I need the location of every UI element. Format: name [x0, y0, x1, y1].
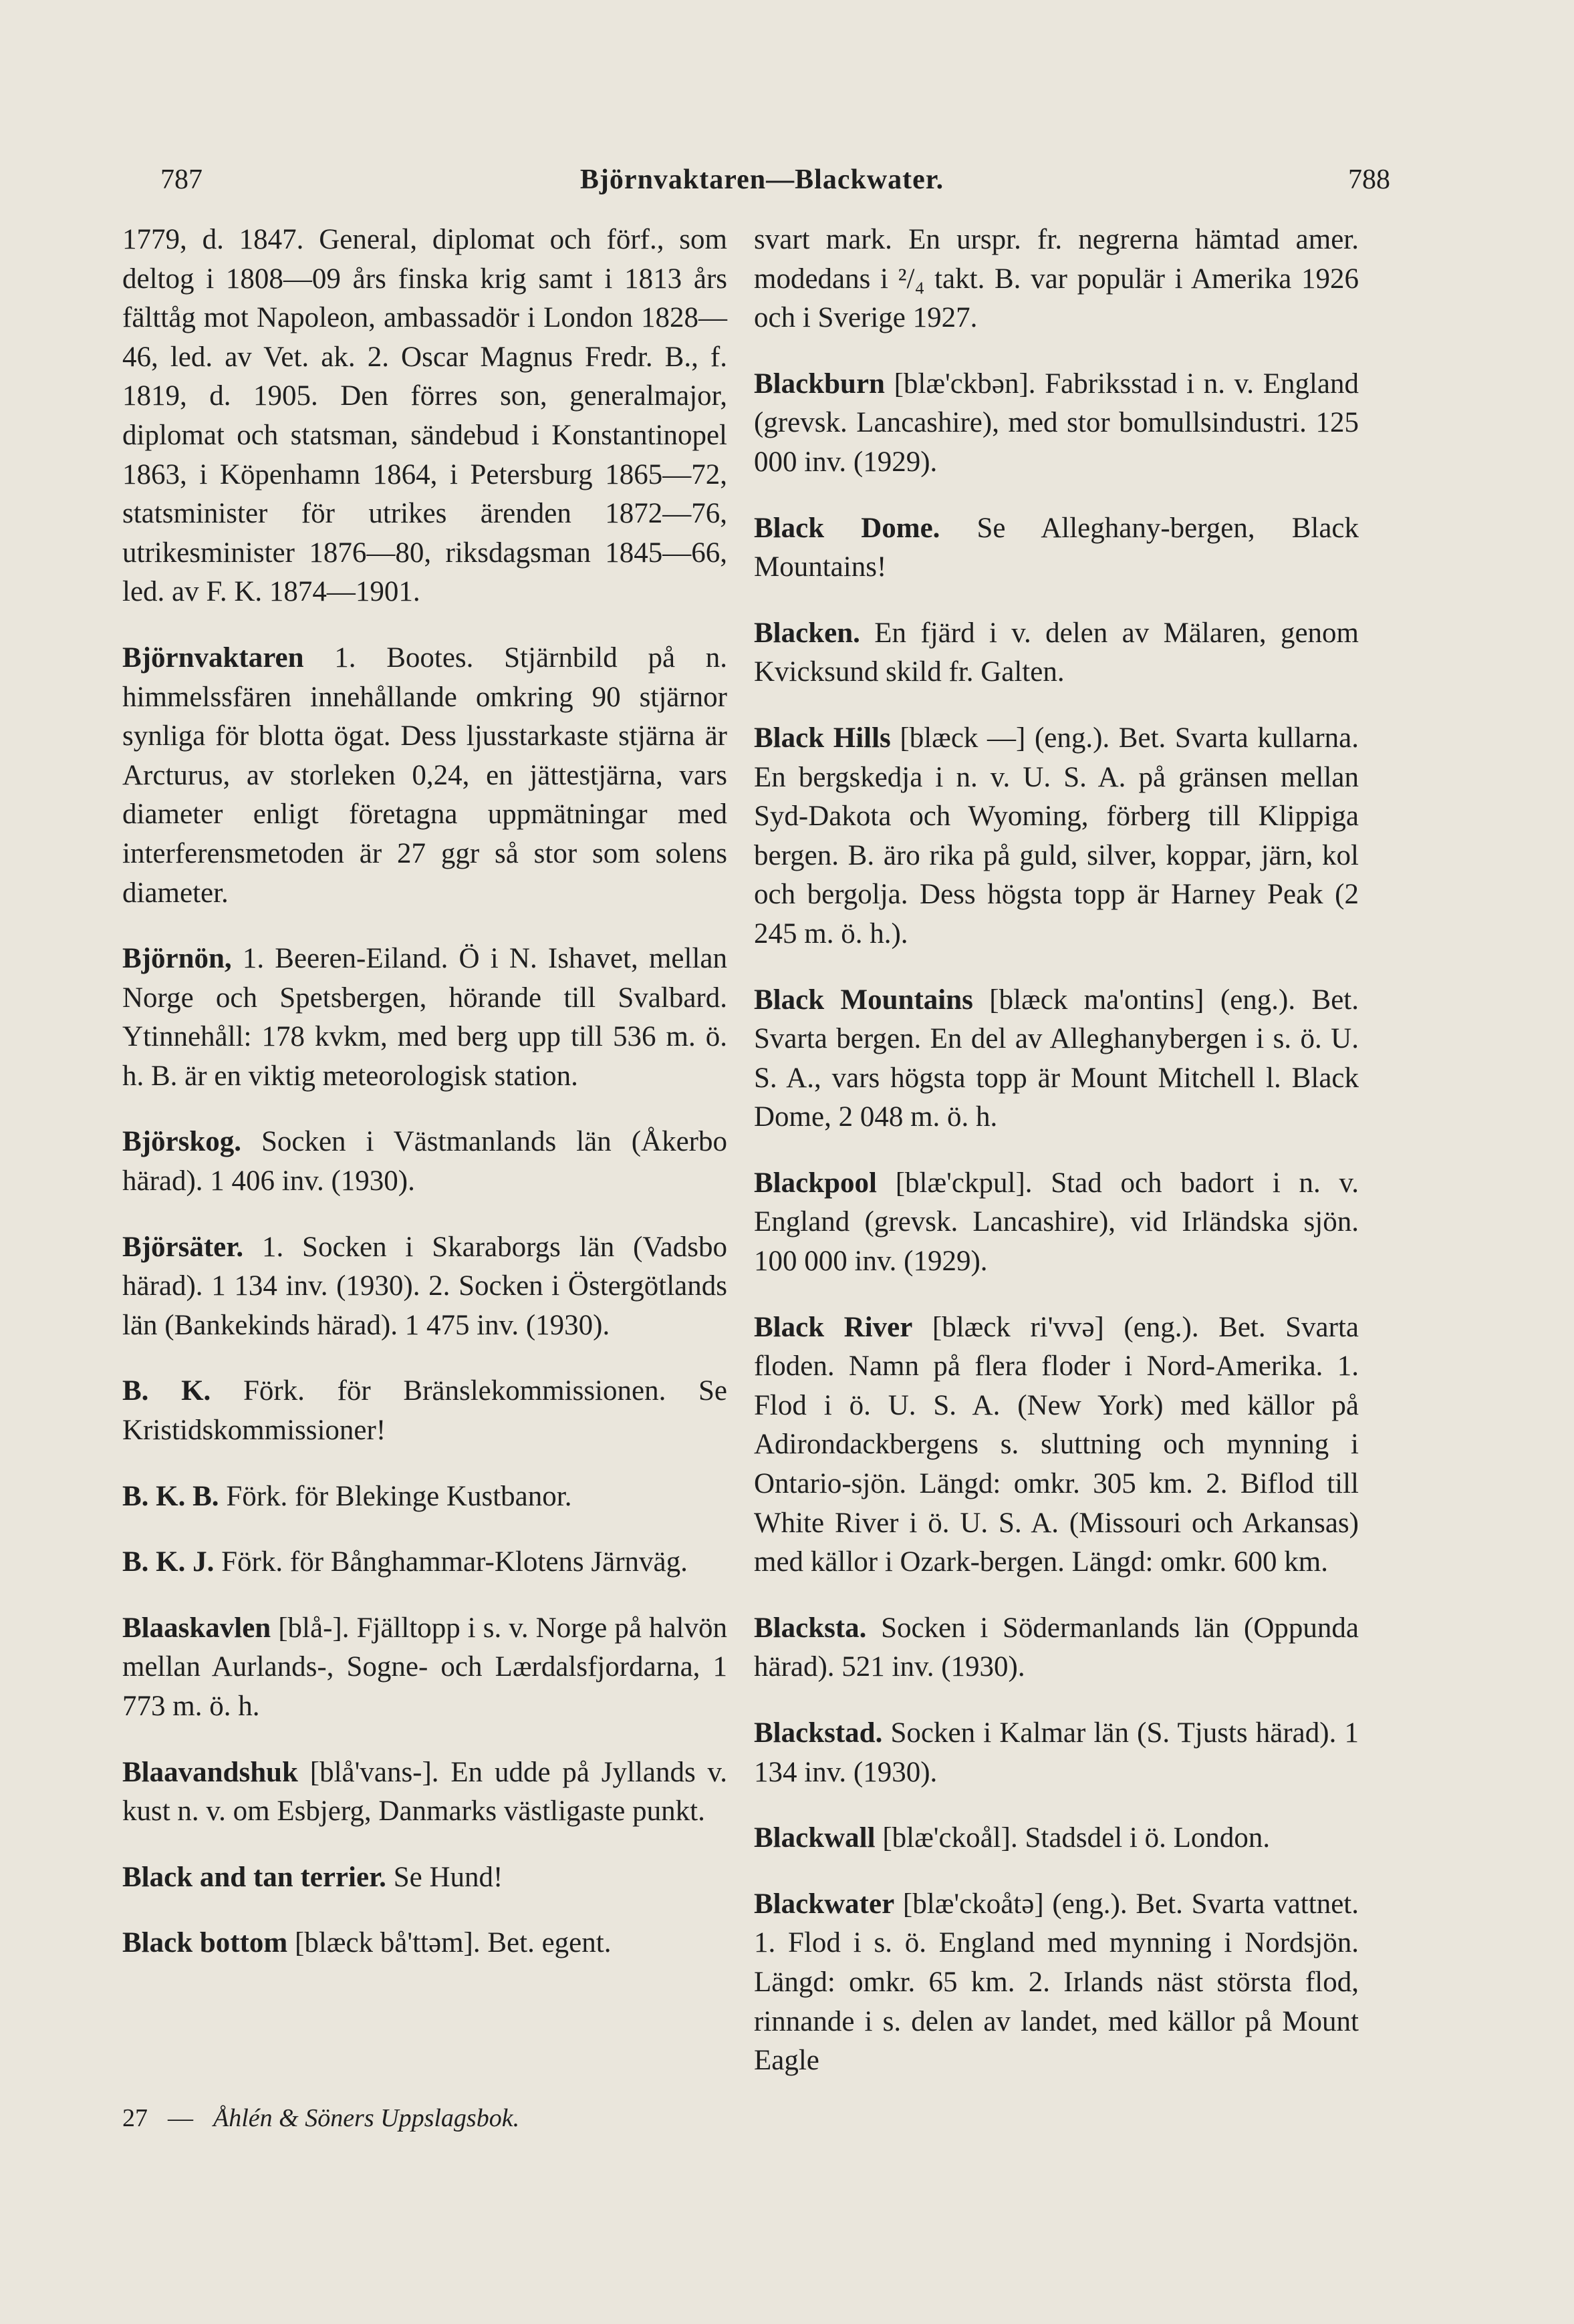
dictionary-entry	[122, 1372, 727, 1450]
entry-headword: Blacksta.	[754, 1612, 867, 1644]
dictionary-entry	[754, 981, 1359, 1137]
entry-text: [blæ'ckpul]. Stad och badort i n. v. England (grevsk. Lancashire), vid Irländska sjön. 100 000 inv. (1929).	[754, 1167, 1359, 1278]
entry-text: [blæ'ckoål]. Stadsdel i ö. London.	[875, 1822, 1271, 1854]
dictionary-entry	[122, 1123, 727, 1201]
entry-text: 1779, d. 1847. General, diplomat och förf., som deltog i 1808—09 års finska krig samt i 1813 års fälttåg mot Napoleon, ambassadör i London 1828—46, led. av Vet. ak. 2. Oscar Magnus Fredr. B., f. 1819, d. 1905. Den förres son, generalmajor, diplomat och statsman, sändebud i Konstantinopel 1863, i Köpenhamn 1864, i Petersburg 1865—72, statsminister för utrikes ärenden 1872—76, utrikesminister 1876—80, riksdagsman 1845—66, led. av F. K. 1874—1901.	[122, 224, 727, 608]
entry-headword: Black Dome.	[754, 512, 940, 544]
signature-mark: 27	[122, 2104, 148, 2132]
dictionary-entry	[122, 1543, 727, 1582]
entry-headword: B. K. J.	[122, 1546, 215, 1578]
entry-text: [blæck bå'ttəm]. Bet. egent.	[287, 1927, 612, 1959]
dictionary-entry	[122, 939, 727, 1096]
entry-text: [blæck ma'ontins] (eng.). Bet. Svarta bergen. En del av Alleghanybergen i s. ö. U. S. A., vars högsta topp är Mount Mitchell l. Black Dome, 2 048 m. ö. h.	[754, 984, 1359, 1133]
dictionary-entry	[122, 1609, 727, 1727]
entry-headword: Black and tan terrier.	[122, 1861, 386, 1893]
entry-headword: Björnvaktaren	[122, 641, 304, 674]
dictionary-entry	[754, 1164, 1359, 1282]
entry-headword: Black Hills	[754, 722, 891, 754]
page-header	[134, 164, 1390, 210]
dictionary-entry	[754, 365, 1359, 482]
entry-text: 1. Bootes. Stjärnbild på n. himmelssfären innehållande omkring 90 stjärnor synliga för blotta ögat. Dess ljusstarkaste stjärna är Arcturus, av storleken 0,24, en jättestjärna, vars diameter enligt företagna uppmätningar med interferensmetoden är 27 ggr så stor som solens diameter.	[122, 641, 727, 909]
entry-text: Förk. för Blekinge Kustbanor.	[219, 1480, 572, 1512]
left-column	[122, 221, 727, 1990]
dictionary-entry	[754, 509, 1359, 587]
publication-title: Åhlén & Söners Uppslagsbok.	[213, 2104, 520, 2132]
dictionary-entry	[122, 1753, 727, 1832]
dictionary-entry	[122, 221, 727, 612]
entry-text: [blæ'ckoåtə] (eng.). Bet. Svarta vattnet. 1. Flod i s. ö. England med mynning i Nordsjön. Längd: omkr. 65 km. 2. Irlands näst största flod, rinnande i s. delen av landet, med källor på Mount Eagle	[754, 1888, 1359, 2077]
entry-headword: Björsäter.	[122, 1231, 244, 1263]
dictionary-entry	[754, 1609, 1359, 1687]
entry-text: [blå'vans-]. En udde på Jyllands v. kust n. v. om Esbjerg, Danmarks västligaste punkt.	[122, 1756, 727, 1828]
entry-headword: Björnön,	[122, 943, 232, 975]
entry-text: Socken i Västmanlands län (Åkerbo härad). 1 406 inv. (1930).	[122, 1126, 727, 1197]
entry-text: [blæck —] (eng.). Bet. Svarta kullarna. En bergskedja i n. v. U. S. A. på gränsen mellan Syd-Dakota och Wyoming, förberg till Klippiga bergen. B. äro rika på guld, silver, koppar, järn, kol och bergolja. Dess högsta topp är Harney Peak (2 245 m. ö. h.).	[754, 722, 1359, 950]
right-column	[754, 221, 1359, 2108]
dictionary-entry	[754, 1885, 1359, 2081]
entry-headword: Black bottom	[122, 1927, 288, 1959]
dictionary-entry	[754, 221, 1359, 338]
footer-dash: —	[168, 2104, 193, 2132]
entry-text: [blæck ri'vvə] (eng.). Bet. Svarta floden. Namn på flera floder i Nord-Amerika. 1. Flod i ö. U. S. A. (New York) med källor på Adirondackbergens s. sluttning och mynning i Ontario-sjön. Längd: omkr. 305 km. 2. Biflod till White River i ö. U. S. A. (Missouri och Arkansas) med källor i Ozark-bergen. Längd: omkr. 600 km.	[754, 1311, 1359, 1578]
entry-text: [blæ'ckbən]. Fabriksstad i n. v. England (grevsk. Lancashire), med stor bomullsindustri. 125 000 inv. (1929).	[754, 368, 1359, 478]
entry-headword: Black Mountains	[754, 984, 973, 1016]
dictionary-entry	[754, 719, 1359, 954]
entry-text: 1. Socken i Skaraborgs län (Vadsbo härad). 1 134 inv. (1930). 2. Socken i Östergötlands län (Bankekinds härad). 1 475 inv. (1930).	[122, 1231, 727, 1341]
entry-text: Socken i Södermanlands län (Oppunda härad). 521 inv. (1930).	[754, 1612, 1359, 1683]
entry-headword: Blaavandshuk	[122, 1756, 298, 1788]
entry-headword: Blackpool	[754, 1167, 877, 1199]
page-number-left: 787	[160, 164, 203, 195]
entry-text: Se Hund!	[386, 1861, 503, 1893]
entry-headword: Black River	[754, 1311, 913, 1343]
page-number-right: 788	[1348, 164, 1390, 195]
entry-text: Förk. för Bånghammar-Klotens Järnväg.	[214, 1546, 688, 1578]
entry-text: Socken i Kalmar län (S. Tjusts härad). 1 134 inv. (1930).	[754, 1717, 1359, 1788]
dictionary-entry	[122, 639, 727, 913]
dictionary-entry	[122, 1924, 727, 1963]
entry-headword: Blackwall	[754, 1822, 876, 1854]
entry-headword: B. K.	[122, 1375, 211, 1407]
entry-text: Förk. för Bränslekommissionen. Se Kristidskommissioner!	[122, 1375, 727, 1447]
entry-headword: Björskog.	[122, 1126, 241, 1158]
dictionary-entry	[122, 1858, 727, 1898]
entry-text: Se Alleghany-bergen, Black Mountains!	[754, 512, 1359, 583]
entry-text: 1. Beeren-Eiland. Ö i N. Ishavet, mellan Norge och Spetsbergen, hörande till Svalbard. Ytinnehåll: 178 kvkm, med berg upp till 536 m. ö. h. B. är en viktig meteorologisk station.	[122, 943, 727, 1092]
entry-text: [blå-]. Fjälltopp i s. v. Norge på halvön mellan Aurlands-, Sogne- och Lærdalsfjordarna, 1 773 m. ö. h.	[122, 1612, 727, 1722]
entry-headword: Blacken.	[754, 617, 860, 649]
dictionary-entry	[122, 1477, 727, 1517]
entry-text: En fjärd i v. delen av Mälaren, genom Kvicksund skild fr. Galten.	[754, 617, 1359, 688]
running-title: Björnvaktaren—Blackwater.	[579, 164, 944, 195]
dictionary-entry	[122, 1228, 727, 1346]
entry-headword: Blackwater	[754, 1888, 895, 1920]
entry-headword: Blaaskavlen	[122, 1612, 271, 1644]
entry-text: svart mark. En urspr. fr. negrerna hämtad amer. modedans i ²/₄ takt. B. var populär i Amerika 1926 och i Sverige 1927.	[754, 224, 1359, 334]
dictionary-entry	[754, 1714, 1359, 1792]
dictionary-entry	[754, 1819, 1359, 1858]
dictionary-entry	[754, 614, 1359, 692]
entry-headword: Blackburn	[754, 368, 885, 400]
page-footer	[122, 2103, 519, 2133]
entry-headword: B. K. B.	[122, 1480, 219, 1512]
dictionary-entry	[754, 1308, 1359, 1582]
entry-headword: Blackstad.	[754, 1717, 883, 1749]
